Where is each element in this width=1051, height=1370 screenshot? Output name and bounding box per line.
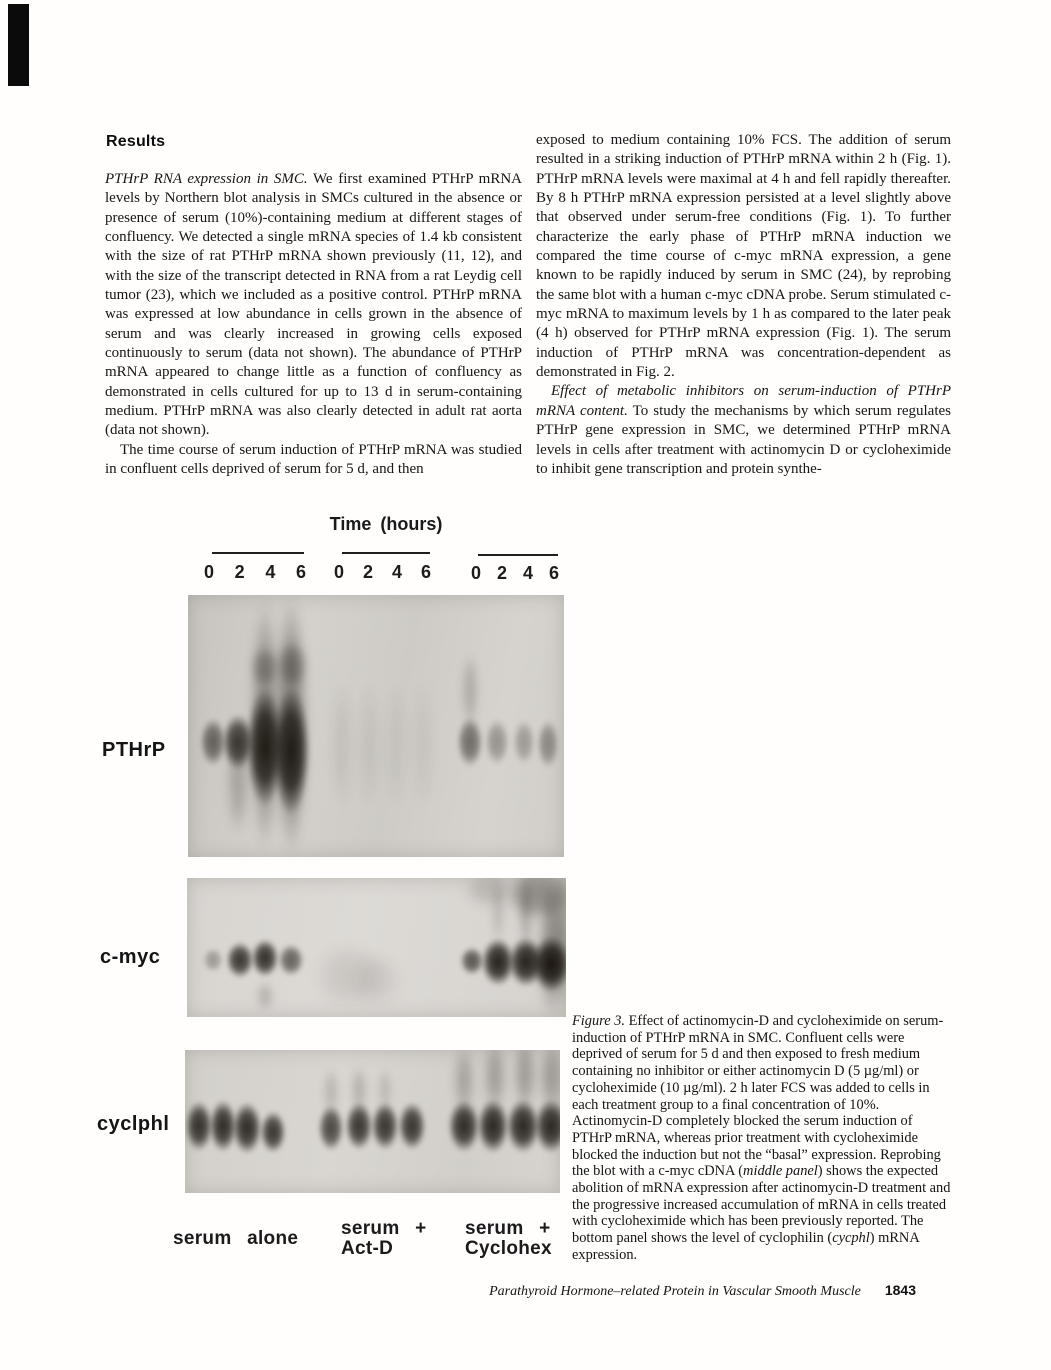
lane-group-label: serum + Act-D — [341, 1218, 427, 1259]
paragraph-time-course: The time course of serum induction of PTHrP mRNA was studied in confluent cells deprived of serum for 5 d, and then — [105, 441, 522, 478]
blot-band — [484, 1050, 506, 1111]
paragraph-italic-lead: Effect of metabolic inhibitors on serum-induction of PTHrP mRNA content. — [536, 383, 951, 419]
blot-band — [314, 943, 384, 1009]
caption-italic-segment: Figure 3. — [572, 1013, 626, 1029]
blot-band — [352, 953, 402, 1008]
blot-band — [481, 938, 515, 986]
blot-band — [504, 878, 566, 920]
page-number: 1843 — [884, 1282, 916, 1298]
blot-band — [318, 1105, 344, 1151]
blot-panel-pthrp — [188, 595, 564, 857]
time-tick-label: 4 — [265, 562, 276, 582]
blot-row-label-cmyc: c-myc — [100, 946, 161, 968]
time-tick-label: 0 — [471, 563, 482, 583]
paragraph-serum-induction: exposed to medium containing 10% FCS. The addition of serum resulted in a striking induction of PTHrP mRNA within 2 h (Fig. 1). PTHrP mRNA levels were maximal at 4 h and fell rapidly thereafter. By 8 h PTHrP mRNA expression persisted at a level slightly above that observed under serum-free conditions (Fig. 1). To further characterize the early phase of PTHrP mRNA induction we compared the time course of c-myc mRNA expression, a gene known to be rapidly induced by serum in SMC (24), by reprobing the same blot with a human c-myc cDNA probe. Serum stimulated c-myc mRNA to maximum levels by 1 h as compared to the later peak (4 h) observed for PTHrP mRNA expression (Fig. 1). The serum induction of PTHrP mRNA was concentration-dependent as demonstrated in Fig. 2. — [536, 132, 951, 381]
blot-band — [514, 1050, 536, 1111]
paragraph-italic-lead: PTHrP RNA expression in SMC. — [105, 171, 308, 187]
time-tick-row — [204, 562, 306, 583]
time-axis-overline — [342, 552, 430, 554]
blot-band — [412, 680, 434, 810]
blot-band — [276, 641, 308, 689]
scan-edge-artifact — [8, 4, 29, 86]
paragraph-metabolic-inhibitors — [536, 382, 951, 479]
blot-band — [538, 878, 564, 1017]
lane-group-label: serum alone — [173, 1228, 299, 1249]
blot-band — [203, 948, 223, 972]
blot-band — [200, 718, 226, 766]
blot-band — [232, 1102, 262, 1154]
blot-band — [251, 939, 279, 977]
page-footer — [0, 1282, 916, 1300]
blot-band — [513, 720, 535, 764]
time-tick-label: 2 — [496, 563, 507, 583]
blot-band — [371, 1102, 399, 1150]
time-tick-label: 6 — [420, 562, 431, 582]
blot-band — [260, 1111, 286, 1153]
blot-band — [506, 1099, 540, 1153]
paragraph-text: We first examined PTHrP mRNA levels by Northern blot analysis in SMCs cultured in the absence or presence of serum (10%)-containing medium at different stages of confluency. We detected a single mRNA species of 1.4 kb consistent with the size of rat PTHrP mRNA shown previously (11, 12), and with the size of the transcript detected in RNA from a rat Leydig cell tumor (23), which we included as a positive control. PTHrP mRNA was expressed at low abundance in cells grown in the absence of serum and was clearly increased in growing cells exposed continuously to serum (data not shown). The abundance of PTHrP mRNA appeared to change little as a function of confluency as demonstrated in cells cultured for up to 13 d in serum-containing medium. PTHrP mRNA was also clearly detected in adult rat aorta (data not shown). — [105, 171, 522, 439]
time-tick-label: 4 — [391, 562, 402, 582]
blot-band — [518, 878, 534, 952]
blot-band — [461, 653, 479, 728]
blot-band — [256, 981, 274, 1011]
blot-band — [508, 937, 544, 987]
blot-panel-cmyc — [187, 878, 566, 1017]
blot-band — [358, 680, 380, 810]
caption-segment: ) shows the expected abolition of mRNA expression after actinomycin-D treatment and the progressive increased accumulation of mRNA in cells treated with cycloheximide which has been previously reported. The bottom panel shows the level of cyclophilin ( — [572, 1163, 951, 1247]
blot-band — [485, 719, 509, 765]
lane-group-label: serum + Cyclohex — [465, 1218, 552, 1259]
blot-band — [222, 714, 254, 770]
blot-band — [553, 878, 566, 1015]
blot-band — [534, 1099, 560, 1153]
blot-band — [385, 680, 407, 810]
blot-band — [323, 1068, 339, 1116]
blot-band — [448, 1100, 480, 1152]
blot-band — [539, 1050, 560, 1112]
blot-band — [250, 646, 280, 688]
blot-band — [274, 597, 308, 855]
blot-band — [477, 1099, 509, 1153]
caption-italic-segment: middle panel — [743, 1163, 818, 1180]
right-column — [536, 131, 951, 479]
time-tick-label: 0 — [334, 562, 345, 582]
blot-band — [345, 1102, 373, 1150]
time-tick-label: 0 — [204, 562, 215, 582]
blot-band — [272, 687, 310, 815]
blot-band — [398, 1102, 426, 1150]
running-title: Parathyroid Hormone–related Protein in Vascular Smooth Muscle — [489, 1284, 861, 1299]
results-heading: Results — [106, 133, 166, 150]
blot-panel-cyclphl — [185, 1050, 560, 1193]
blot-band — [185, 1101, 213, 1151]
time-tick-label: 4 — [522, 563, 533, 583]
left-column — [105, 133, 522, 480]
time-tick-label: 6 — [548, 563, 559, 583]
time-tick-label: 2 — [362, 562, 373, 582]
time-axis-overline — [478, 554, 558, 556]
blot-band — [531, 936, 566, 992]
time-tick-label: 2 — [234, 562, 245, 582]
blot-band — [226, 942, 254, 978]
blot-row-label-cyclphl: cyclphl — [97, 1113, 170, 1135]
blot-band — [246, 688, 284, 806]
time-tick-row — [471, 563, 559, 584]
blot-band — [378, 1068, 392, 1112]
paragraph-pthrp-expression — [105, 170, 522, 441]
blot-band — [491, 878, 505, 945]
blot-band — [457, 717, 483, 767]
time-axis-overline — [212, 552, 304, 554]
blot-band — [250, 600, 280, 852]
blot-band — [331, 680, 353, 810]
blot-band — [464, 878, 514, 908]
time-tick-row — [334, 562, 431, 583]
blot-band — [460, 947, 484, 975]
blot-row-label-pthrp: PTHrP — [102, 739, 166, 761]
caption-segment: ) mRNA expression. — [572, 1230, 919, 1263]
blot-band — [454, 1050, 474, 1114]
figure-3-caption — [572, 1013, 955, 1264]
blot-band — [537, 720, 559, 768]
time-tick-label: 6 — [295, 562, 306, 582]
blot-band — [209, 1100, 237, 1152]
blot-band — [351, 1066, 367, 1114]
time-axis-title: Time (hours) — [329, 514, 443, 534]
blot-band — [278, 944, 304, 976]
caption-segment: Effect of actinomycin-D and cycloheximide on serum-induction of PTHrP mRNA in SMC. Confluent cells were deprived of serum for 5 d and then exposed to fresh medium containing no inhibitor or either actinomycin D (5 µg/ml) or cycloheximide (10 µg/ml). 2 h later FCS was added to cells in each treatment group to a final concentration of 10%. Actinomycin-D completely blocked the serum induction of PTHrP mRNA, whereas prior treatment with cycloheximide blocked the induction but not the “basal” expression. Reprobing the blot with a c-myc cDNA ( — [572, 1013, 944, 1180]
blot-band — [227, 725, 249, 835]
paragraph-text: To study the mechanisms by which serum regulates PTHrP gene expression in SMC, we determined PTHrP mRNA levels in cells after treatment with actinomycin D or cycloheximide to inhibit gene transcription and protein synthe- — [536, 402, 951, 477]
caption-italic-segment: cycphl — [832, 1230, 870, 1247]
